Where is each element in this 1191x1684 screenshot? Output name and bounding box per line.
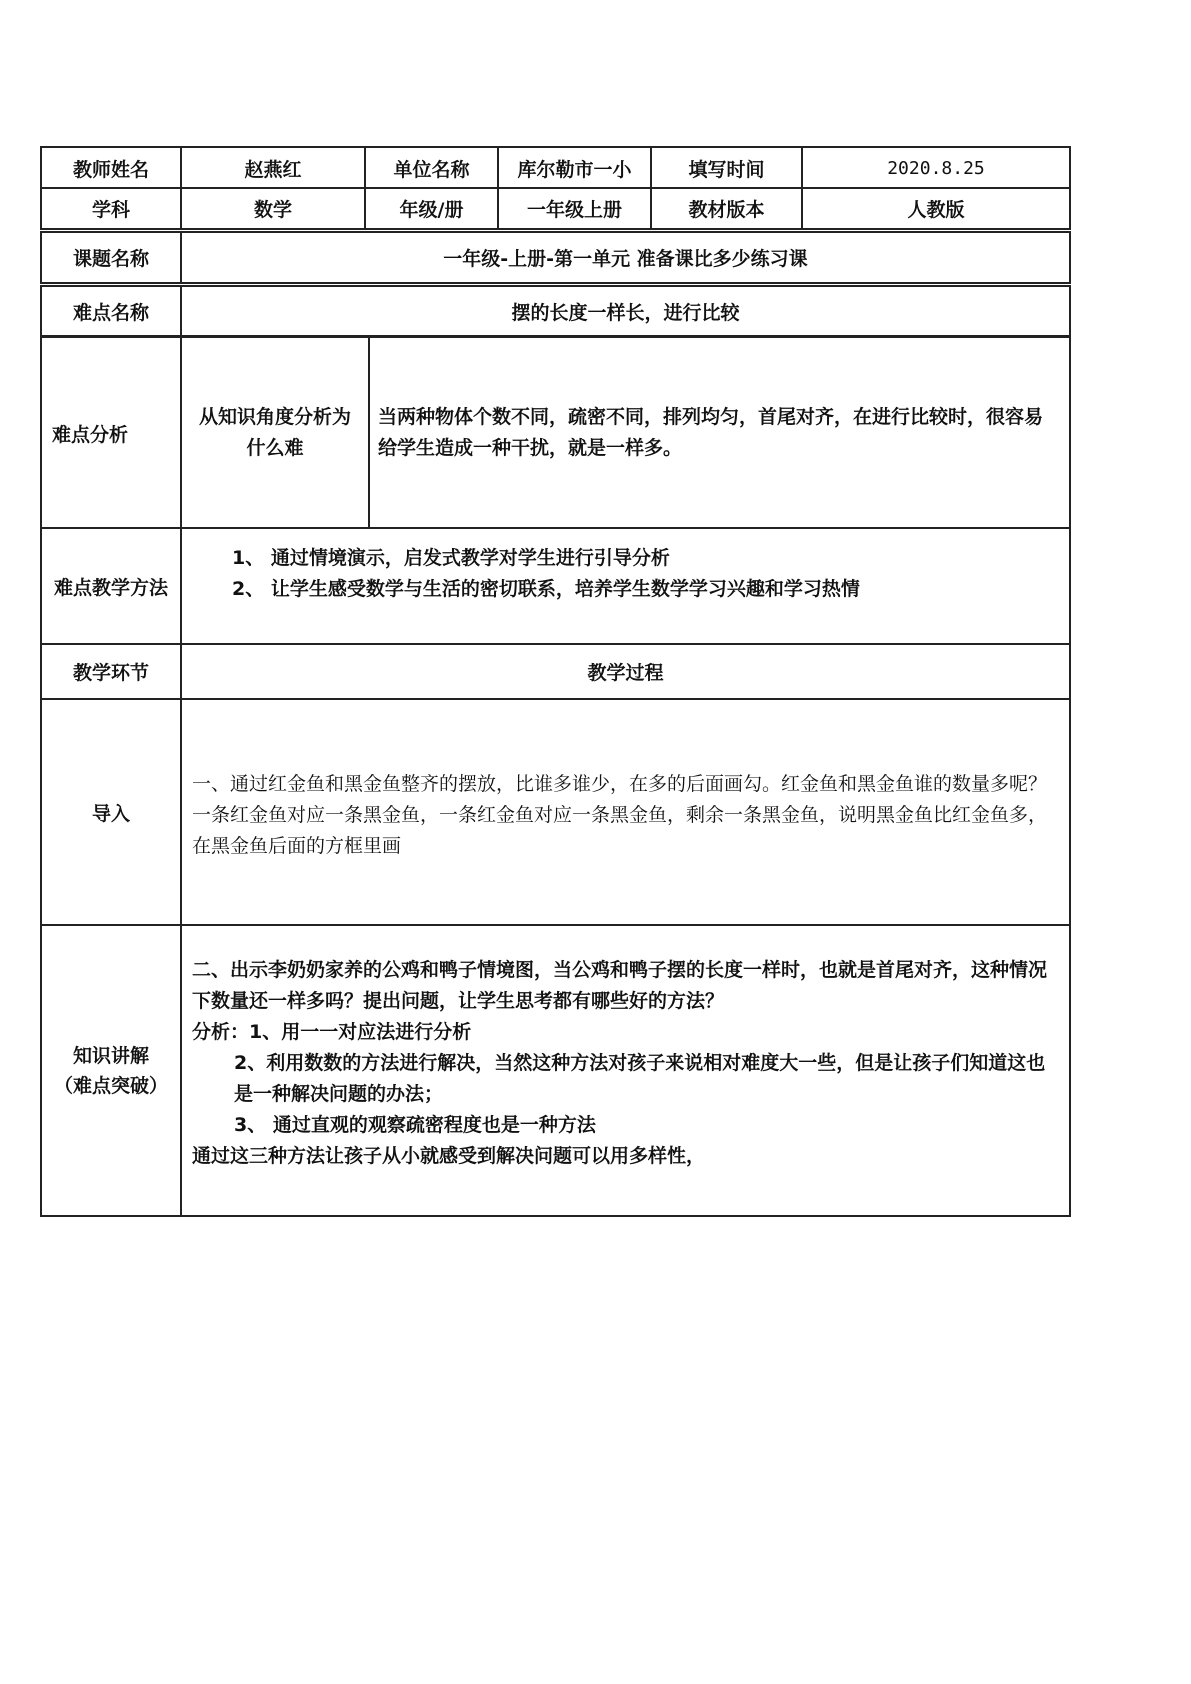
- knowledge-line-3: 2、利用数数的方法进行解决，当然这种方法对孩子来说相对难度大一些，但是让孩子们知道这也是一种解决问题的办法；: [234, 1052, 1046, 1105]
- fill-date-label: 填写时间: [688, 158, 765, 181]
- knowledge-label-sub: （难点突破）: [53, 1074, 168, 1097]
- knowledge-line-1: 二、出示李奶奶家养的公鸡和鸭子情境图，当公鸡和鸭子摆的长度一样时，也就是首尾对齐，这种情况下数量还一样多吗？提出问题，让学生思考都有哪些好的方法？: [192, 959, 1048, 1012]
- fill-date-value: 2020.8.25: [887, 157, 985, 179]
- unit-name-value: 库尔勒市一小: [517, 158, 632, 181]
- knowledge-line-5: 通过这三种方法让孩子从小就感受到解决问题可以用多样性，: [192, 1145, 706, 1167]
- topic-value: 一年级-上册-第一单元 准备课比多少练习课: [443, 248, 808, 270]
- topic-label: 课题名称: [72, 248, 149, 270]
- subject-value: 数学: [253, 199, 292, 221]
- info-table: [40, 146, 1071, 230]
- intro-text: 一、通过红金鱼和黑金鱼整齐的摆放，比谁多谁少，在多的后面画勾。红金鱼和黑金鱼谁的数量多呢？一条红金鱼对应一条黑金鱼，一条红金鱼对应一条黑金鱼，剩余一条黑金鱼，说明黑金鱼比红金鱼多，在黑金鱼后面的方框里画: [192, 773, 1048, 857]
- topic-row: [40, 231, 1071, 284]
- knowledge-label: [42, 926, 180, 1215]
- method-item-1: 1、 通过情境演示，启发式教学对学生进行引导分析: [232, 547, 670, 569]
- analysis-label: 难点分析: [52, 423, 129, 446]
- unit-name-label: 单位名称: [393, 158, 470, 181]
- step-header: 教学环节: [72, 662, 149, 684]
- difficulty-value: 摆的长度一样长，进行比较: [511, 301, 740, 324]
- method-label: 难点教学方法: [53, 576, 168, 599]
- difficulty-row: [40, 285, 1071, 337]
- process-header: 教学过程: [587, 662, 664, 684]
- textbook-label: 教材版本: [688, 199, 765, 221]
- textbook-value: 人教版: [907, 199, 965, 221]
- knowledge-text: [192, 955, 1060, 1172]
- method-list: [232, 543, 1062, 605]
- method-item-2: 2、 让学生感受数学与生活的密切联系，培养学生数学学习兴趣和学习热情: [232, 578, 860, 600]
- knowledge-label-main: 知识讲解: [72, 1044, 149, 1067]
- teacher-name-label: 教师姓名: [72, 158, 149, 181]
- analysis-sub-label: 从知识角度分析为什么难: [198, 406, 351, 459]
- grade-label: 年级/册: [399, 199, 464, 221]
- intro-label: 导入: [91, 802, 130, 825]
- knowledge-line-2: 分析：1、用一一对应法进行分析: [192, 1021, 472, 1043]
- process-table: [40, 336, 1071, 1217]
- analysis-text: 当两种物体个数不同，疏密不同，排列均匀，首尾对齐，在进行比较时，很容易给学生造成一种干扰，就是一样多。: [378, 406, 1044, 459]
- difficulty-label: 难点名称: [72, 301, 149, 324]
- knowledge-line-4: 3、 通过直观的观察疏密程度也是一种方法: [234, 1114, 596, 1136]
- subject-label: 学科: [91, 199, 130, 221]
- grade-value: 一年级上册: [526, 199, 622, 221]
- teacher-name-value: 赵燕红: [244, 158, 302, 181]
